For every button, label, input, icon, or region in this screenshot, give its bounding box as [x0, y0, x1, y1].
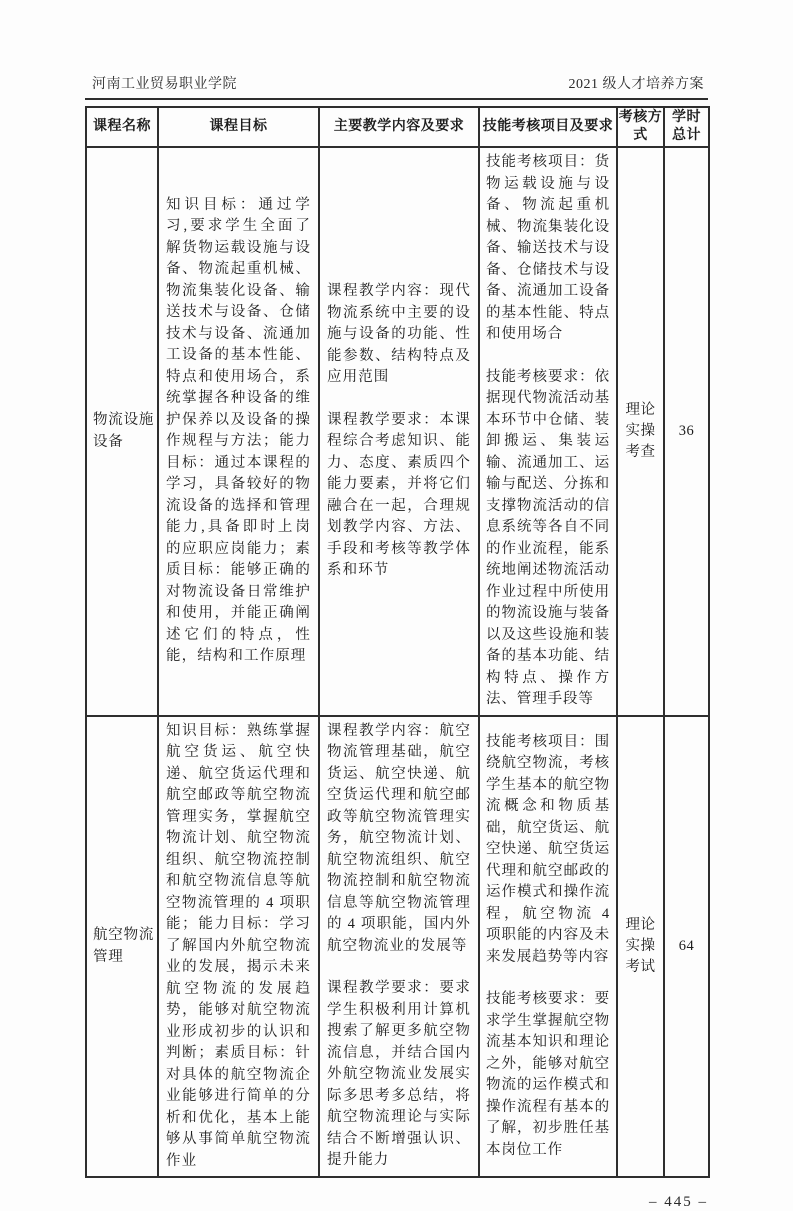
assessment-requirement-paragraph: 技能考核要求：要求学生掌握航空物流基本知识和理论之外，能够对航空物流的运作模式和操作流程有基本的了解，初步胜任基本岗位工作 — [486, 991, 610, 1158]
teaching-requirement-paragraph: 课程教学要求：本课程综合考虑知识、能力、态度、素质四个能力要素，并将它们融合在一起，合理规划教学内容、方法、手段和考核等教学体系和环节 — [327, 411, 471, 578]
course-objectives-cell: 知识目标：熟练掌握航空货运、航空快递、航空货运代理和航空邮政等航空物流管理实务，掌握航空物流计划、航空物流组织、航空物流控制和航空物流信息等航空物流管理的 4 项职能；能力目标：学习了解国内外航空物流业的发展，揭示未来航空物流的发展趋势，能够对航空物流业形成初步的认识和判断；素质目标：针对具体的航空物流企业能够进行简单的分析和优化，基本上能够从事简单航空物流作业 — [158, 716, 319, 1178]
assessment-method-cell: 理论实操考查 — [617, 147, 664, 716]
column-header-assessment-method: 考核方式 — [617, 107, 664, 147]
header-rule — [85, 98, 708, 100]
course-name-cell: 物流设施设备 — [86, 147, 158, 716]
column-header-total-hours: 学时总计 — [664, 107, 709, 147]
column-header-objectives: 课程目标 — [158, 107, 319, 147]
running-header — [85, 73, 708, 93]
total-hours-cell: 36 — [664, 147, 709, 716]
assessment-project-paragraph: 技能考核项目：货物运载设施与设备、物流起重机械、物流集装化设备、输送技术与设备、仓储技术与设备、流通加工设备的基本性能、特点和使用场合 — [486, 154, 610, 342]
page-number: – 445 – — [649, 1194, 708, 1210]
teaching-content-cell — [319, 147, 479, 716]
course-table — [85, 106, 710, 1178]
header-plan-title: 2021 级人才培养方案 — [568, 77, 704, 92]
teaching-content-paragraph: 课程教学内容：现代物流系统中主要的设施与设备的功能、性能参数、结构特点及应用范围 — [327, 283, 471, 385]
teaching-content-cell — [319, 716, 479, 1178]
assessment-method-cell: 理论实操考试 — [617, 716, 664, 1178]
total-hours-cell: 64 — [664, 716, 709, 1178]
column-header-course-name: 课程名称 — [86, 107, 158, 147]
assessment-requirement-paragraph: 技能考核要求：依据现代物流活动基本环节中仓储、装卸搬运、集装运输、流通加工、运输与配送、分拣和支撑物流活动的信息系统等各自不同的作业流程，能系统地阐述物流活动作业过程中所使用的物流设施与装备以及这些设施和装备的基本功能、结构特点、操作方法、管理手段等 — [486, 368, 610, 707]
table-row — [86, 716, 709, 1178]
course-objectives-cell: 知识目标：通过学习,要求学生全面了解货物运载设施与设备、物流起重机械、物流集装化设备、输送技术与设备、仓储技术与设备、流通加工设备的基本性能、特点和使用场合，系统掌握各种设备的维护保养以及设备的操作规程与方法；能力目标：通过本课程的学习，具备较好的物流设备的选择和管理能力,具备即时上岗的应职应岗能力；素质目标：能够正确的对物流设备日常维护和使用，并能正确阐述它们的特点，性能，结构和工作原理 — [158, 147, 319, 716]
column-header-skill-assessment: 技能考核项目及要求 — [479, 107, 617, 147]
column-header-teaching-content: 主要教学内容及要求 — [319, 107, 479, 147]
skill-assessment-cell — [479, 716, 617, 1178]
table-header-row — [86, 107, 709, 147]
header-school-name: 河南工业贸易职业学院 — [92, 77, 237, 92]
teaching-requirement-paragraph: 课程教学要求：要求学生积极利用计算机搜索了解更多航空物流信息，并结合国内外航空物流业发展实际多思考多总结，将航空物流理论与实际结合不断增强认识、提升能力 — [327, 980, 471, 1169]
table-row — [86, 147, 709, 716]
skill-assessment-cell — [479, 147, 617, 716]
assessment-project-paragraph: 技能考核项目：围绕航空物流，考核学生基本的航空物流概念和物质基础，航空货运、航空快递、航空货运代理和航空邮政的运作模式和操作流程，航空物流 4 项职能的内容及未来发展趋势等内容 — [486, 733, 610, 965]
teaching-content-paragraph: 课程教学内容：航空物流管理基础，航空货运、航空快递、航空货运代理和航空邮政等航空物流管理实务，航空物流计划、航空物流组织、航空物流控制和航空物流信息等航空物流管理的 4 项职能，国内外航空物流业的发展等 — [327, 722, 471, 954]
course-name-cell: 航空物流管理 — [86, 716, 158, 1178]
